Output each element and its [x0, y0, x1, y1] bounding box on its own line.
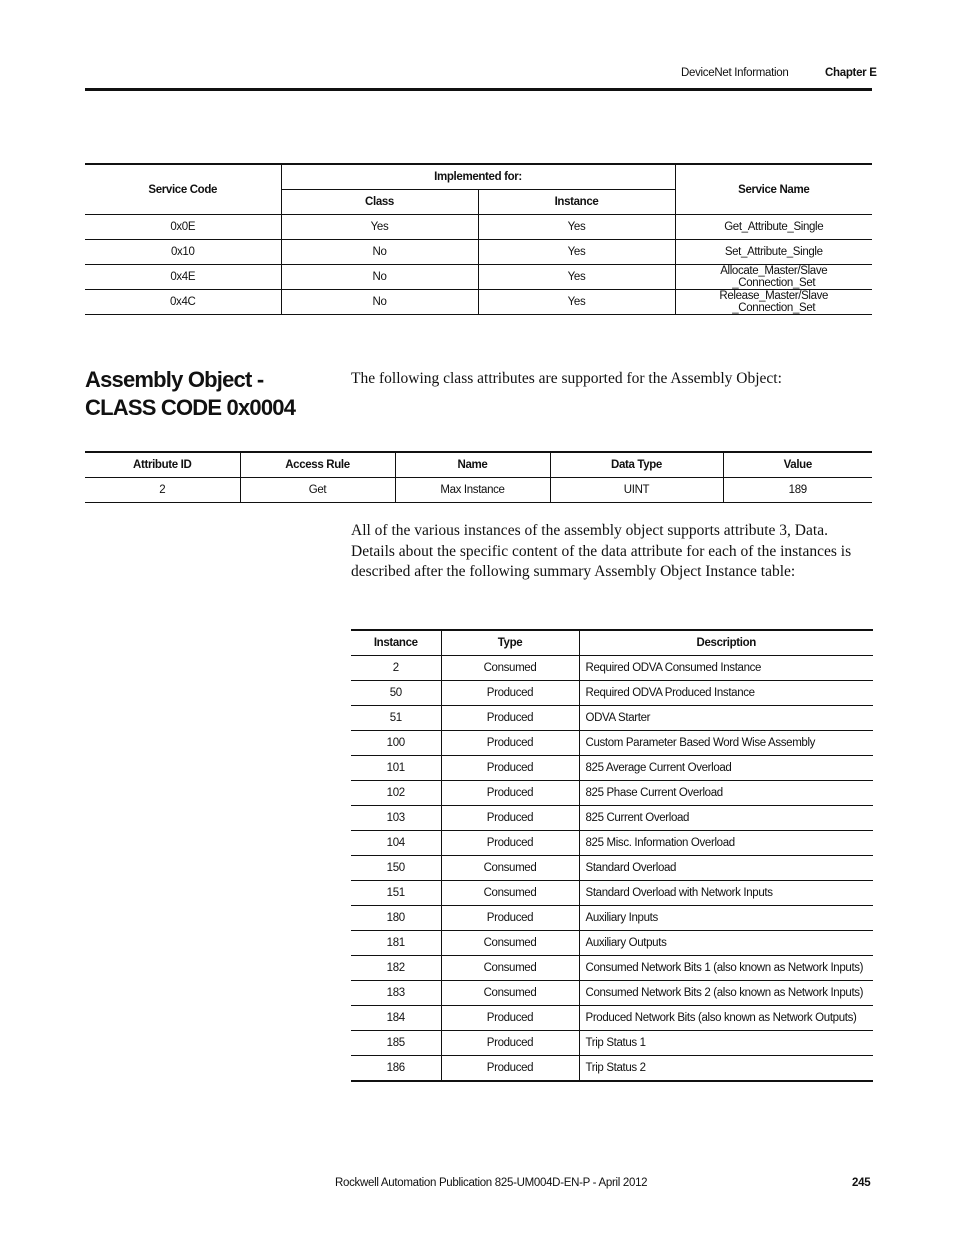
table-row [351, 981, 873, 1006]
section-heading: Assembly Object - CLASS CODE 0x0004 [85, 367, 296, 420]
class-cell: No [281, 290, 478, 315]
description-cell: Required ODVA Produced Instance [579, 681, 873, 706]
instance-cell: Yes [478, 265, 675, 290]
table-row [85, 215, 872, 240]
service-code-cell: 0x4E [85, 265, 281, 290]
col-header-access-rule: Access Rule [240, 452, 395, 478]
type-cell: Produced [441, 1056, 579, 1082]
description-cell: 825 Phase Current Overload [579, 781, 873, 806]
col-header-instance-number: Instance [351, 630, 441, 656]
description-cell: Trip Status 2 [579, 1056, 873, 1082]
description-cell: Produced Network Bits (also known as Network Outputs) [579, 1006, 873, 1031]
table-row [85, 290, 872, 315]
class-attr-header-row [85, 452, 872, 478]
col-header-implemented-for: Implemented for: [281, 164, 675, 190]
instance-cell: 185 [351, 1031, 441, 1056]
description-cell: Trip Status 1 [579, 1031, 873, 1056]
table-row [351, 931, 873, 956]
col-header-class: Class [281, 190, 478, 215]
instance-table [351, 629, 873, 1082]
description-cell: Standard Overload with Network Inputs [579, 881, 873, 906]
attribute-id-cell: 2 [85, 478, 240, 503]
instance-cell: 182 [351, 956, 441, 981]
col-header-value: Value [723, 452, 872, 478]
table-row [351, 656, 873, 681]
footer-publication: Rockwell Automation Publication 825-UM004D-EN-P - April 2012 [335, 1177, 648, 1189]
instance-header-row [351, 630, 873, 656]
instance-cell: 104 [351, 831, 441, 856]
type-cell: Produced [441, 831, 579, 856]
type-cell: Produced [441, 806, 579, 831]
service-name-cell: Set_Attribute_Single [675, 240, 872, 265]
running-header-chapter: Chapter E [825, 67, 877, 79]
page-number: 245 [852, 1177, 871, 1189]
instance-cell: 151 [351, 881, 441, 906]
type-cell: Produced [441, 706, 579, 731]
instance-cell: 103 [351, 806, 441, 831]
table-row [351, 881, 873, 906]
table-row [85, 478, 872, 503]
class-cell: No [281, 265, 478, 290]
table-row [351, 756, 873, 781]
col-header-service-name: Service Name [675, 164, 872, 215]
table-row [351, 906, 873, 931]
instance-cell: 180 [351, 906, 441, 931]
table-row [351, 1056, 873, 1082]
col-header-name: Name [395, 452, 550, 478]
description-cell: Auxiliary Inputs [579, 906, 873, 931]
col-header-data-type: Data Type [550, 452, 723, 478]
running-header-section: DeviceNet Information [681, 67, 789, 79]
type-cell: Produced [441, 781, 579, 806]
services-table [85, 163, 872, 315]
instance-cell: Yes [478, 215, 675, 240]
description-cell: Consumed Network Bits 2 (also known as Network Inputs) [579, 981, 873, 1006]
table-row [351, 706, 873, 731]
description-cell: ODVA Starter [579, 706, 873, 731]
table-row [85, 265, 872, 290]
data-type-cell: UINT [550, 478, 723, 503]
instance-cell: 183 [351, 981, 441, 1006]
instance-cell: 102 [351, 781, 441, 806]
type-cell: Produced [441, 1006, 579, 1031]
description-cell: Standard Overload [579, 856, 873, 881]
col-header-description: Description [579, 630, 873, 656]
type-cell: Consumed [441, 881, 579, 906]
type-cell: Consumed [441, 856, 579, 881]
service-code-cell: 0x4C [85, 290, 281, 315]
col-header-type: Type [441, 630, 579, 656]
table-row [351, 831, 873, 856]
name-cell: Max Instance [395, 478, 550, 503]
instance-cell: 50 [351, 681, 441, 706]
col-header-service-code: Service Code [85, 164, 281, 215]
value-cell: 189 [723, 478, 872, 503]
type-cell: Consumed [441, 956, 579, 981]
table-row [85, 240, 872, 265]
type-cell: Produced [441, 906, 579, 931]
description-cell: Auxiliary Outputs [579, 931, 873, 956]
services-table-body [85, 215, 872, 315]
header-rule [85, 88, 872, 91]
instance-table-body [351, 656, 873, 1082]
instance-cell: 2 [351, 656, 441, 681]
description-cell: 825 Current Overload [579, 806, 873, 831]
type-cell: Consumed [441, 656, 579, 681]
type-cell: Produced [441, 681, 579, 706]
class-attributes-body [85, 478, 872, 503]
col-header-instance: Instance [478, 190, 675, 215]
type-cell: Produced [441, 731, 579, 756]
service-name-cell: Release_Master/Slave _Connection_Set [675, 290, 872, 315]
instance-cell: 100 [351, 731, 441, 756]
description-cell: Consumed Network Bits 1 (also known as Network Inputs) [579, 956, 873, 981]
instance-cell: Yes [478, 290, 675, 315]
type-cell: Produced [441, 1031, 579, 1056]
service-code-cell: 0x10 [85, 240, 281, 265]
type-cell: Produced [441, 756, 579, 781]
service-code-cell: 0x0E [85, 215, 281, 240]
class-cell: Yes [281, 215, 478, 240]
instance-cell: 150 [351, 856, 441, 881]
table-row [351, 806, 873, 831]
service-name-cell: Get_Attribute_Single [675, 215, 872, 240]
access-rule-cell: Get [240, 478, 395, 503]
instance-cell: Yes [478, 240, 675, 265]
table-row [351, 681, 873, 706]
instance-cell: 51 [351, 706, 441, 731]
class-attributes-table [85, 451, 872, 503]
instance-cell: 181 [351, 931, 441, 956]
table-row [351, 856, 873, 881]
instance-cell: 184 [351, 1006, 441, 1031]
type-cell: Consumed [441, 931, 579, 956]
description-cell: Custom Parameter Based Word Wise Assembly [579, 731, 873, 756]
table-row [351, 1031, 873, 1056]
table-row [351, 956, 873, 981]
section-intro: The following class attributes are supported for the Assembly Object: [351, 370, 782, 387]
service-name-cell: Allocate_Master/Slave _Connection_Set [675, 265, 872, 290]
section-paragraph: All of the various instances of the assembly object supports attribute 3, Data. Details about the specific content of the data attribute for each of the instances is described after the following summary Assembly Object Instance table: [351, 522, 852, 580]
class-cell: No [281, 240, 478, 265]
instance-cell: 186 [351, 1056, 441, 1082]
table-row [351, 1006, 873, 1031]
col-header-attribute-id: Attribute ID [85, 452, 240, 478]
table-row [351, 781, 873, 806]
services-header-row [85, 164, 872, 190]
description-cell: 825 Average Current Overload [579, 756, 873, 781]
instance-cell: 101 [351, 756, 441, 781]
table-row [351, 731, 873, 756]
type-cell: Consumed [441, 981, 579, 1006]
description-cell: 825 Misc. Information Overload [579, 831, 873, 856]
description-cell: Required ODVA Consumed Instance [579, 656, 873, 681]
